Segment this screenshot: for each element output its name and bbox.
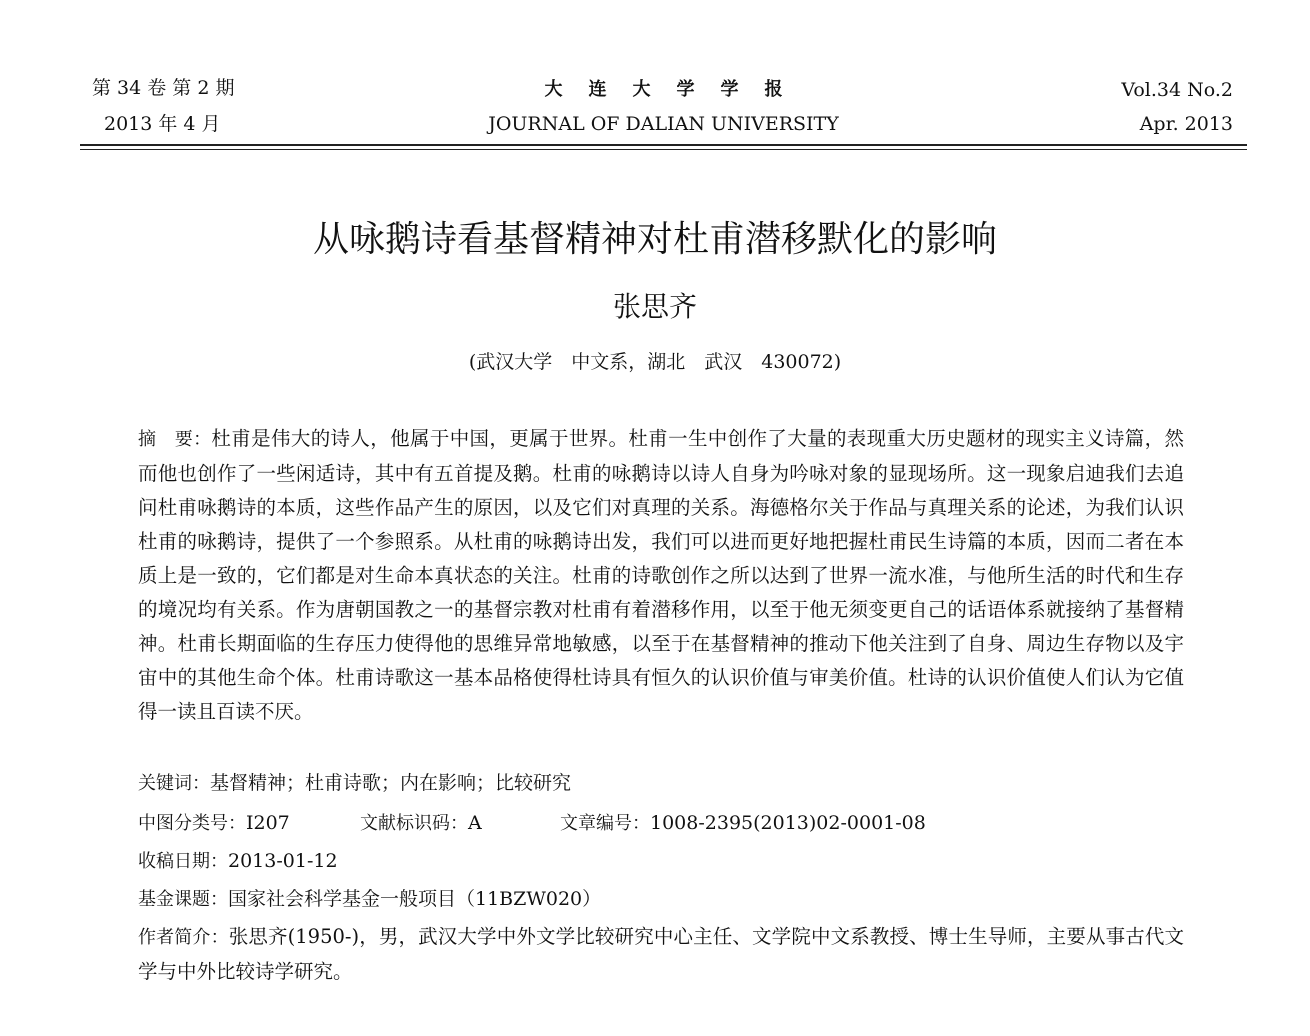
- clc-value: I207: [246, 812, 290, 834]
- clc-label: 中图分类号：: [138, 813, 246, 834]
- keywords-label: 关键词：: [138, 773, 210, 794]
- publication-date: 2013 年 4 月: [104, 113, 221, 135]
- volume-issue: 第 34 卷 第 2 期: [92, 77, 235, 99]
- author-affiliation: (武汉大学 中文系，湖北 武汉 430072): [468, 351, 842, 373]
- article-number-label: 文章编号：: [560, 813, 650, 834]
- keywords-value: 基督精神；杜甫诗歌；内在影响；比较研究: [210, 772, 572, 794]
- abstract-text: 杜甫是伟大的诗人，他属于中国，更属于世界。杜甫一生中创作了大量的表现重大历史题材的现实主义诗篇，然而他也创作了一些闲适诗，其中有五首提及鹅。杜甫的咏鹅诗以诗人自身为吟咏对象的显现场所。这一现象启迪我们去追问杜甫咏鹅诗的本质，这些作品产生的原因，以及它们对真理的关系。海德格尔关于作品与真理关系的论述，为我们认识杜甫的咏鹅诗，提供了一个参照系。从杜甫的咏鹅诗出发，我们可以进而更好地把握杜甫民生诗篇的本质，因而二者在本质上是一致的，它们都是对生命本真状态的关注。杜甫的诗歌创作之所以达到了世界一流水准，与他所生活的时代和生存的境况均有关系。作为唐朝国教之一的基督宗教对杜甫有着潜移作用，以至于他无须变更自己的话语体系就接纳了基督精神。杜甫长期面临的生存压力使得他的思维异常地敏感，以至于在基督精神的推动下他关注到了自身、周边生存物以及宇宙中的其他生命个体。杜甫诗歌这一基本品格使得杜诗具有恒久的认识价值与审美价值。杜诗的认识价值使人们认为它值得一读且百读不厌。: [138, 427, 1184, 723]
- fund-label: 基金课题：: [138, 889, 228, 910]
- doc-code-value: A: [468, 812, 482, 834]
- abstract: [138, 422, 1184, 729]
- volume-en: Vol.34 No.2: [1121, 79, 1233, 101]
- journal-header: [80, 72, 1247, 144]
- journal-name-cn: 大连大学学报: [544, 79, 809, 100]
- received-value: 2013-01-12: [228, 850, 338, 872]
- keywords: [138, 766, 1184, 801]
- fund-value: 国家社会科学基金一般项目（11BZW020）: [228, 888, 602, 910]
- abstract-label: 摘 要：: [138, 429, 212, 450]
- date-en: Apr. 2013: [1139, 113, 1233, 135]
- received-label: 收稿日期：: [138, 851, 228, 872]
- header-rule-thick: [80, 144, 1247, 146]
- header-rule-thin: [80, 149, 1247, 150]
- paper-title: 从咏鹅诗看基督精神对杜甫潜移默化的影响: [312, 219, 997, 260]
- author-bio: [138, 920, 1184, 989]
- paper-author: 张思齐: [612, 290, 697, 323]
- bio-label: 作者简介：: [138, 927, 229, 948]
- journal-name-en: JOURNAL OF DALIAN UNIVERSITY: [488, 113, 839, 135]
- received-date: [138, 844, 1184, 879]
- fund-project: [138, 882, 1184, 917]
- classification-row: [138, 806, 1184, 840]
- article-number-value: 1008-2395(2013)02-0001-08: [650, 812, 926, 834]
- doc-code-label: 文献标识码：: [360, 813, 468, 834]
- bio-value: 张思齐(1950-)，男，武汉大学中外文学比较研究中心主任、文学院中文系教授、博士生导师，主要从事古代文学与中外比较诗学研究。: [138, 925, 1185, 983]
